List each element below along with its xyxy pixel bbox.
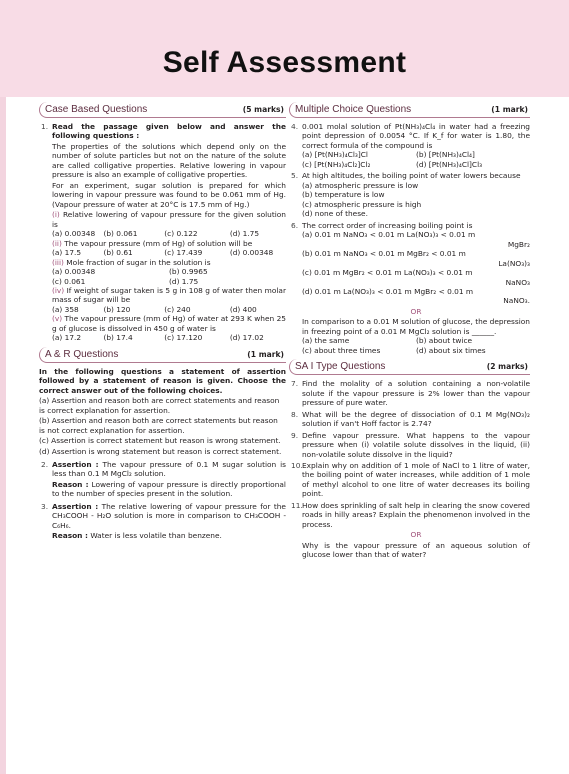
options-iv: (a) 358 (b) 120 (c) 240 (d) 400: [52, 304, 257, 314]
question-3: [39, 502, 286, 542]
reason-text: Water is less volatile than benzene.: [90, 531, 222, 541]
reason-label: Reason :: [52, 479, 89, 489]
question-11: 11. How does sprinkling of salt help in clearing the snow covered roads in hilly areas? Explain the phenomenon involved in the process. OR Why is the vapour pressure of an aqueous solution of glucose lower than that of water?: [291, 500, 530, 560]
options-v: (a) 17.2 (b) 17.4 (c) 17.120 (d) 17.02: [52, 333, 264, 343]
question-number: 2.: [41, 460, 49, 469]
subquestion-v: (v) The vapour pressure (mm of Hg) of water at 293 K when 25 g of glucose is dissolved in 450 g of water is: [52, 314, 286, 333]
question-10: 10. Explain why on addition of 1 mole of NaCl to 1 litre of water, the boiling point of water increases, while addition of 1 mole of methyl alcohol to one litre of water decreases its boiling point.: [291, 461, 530, 499]
options-i: (a) 0.00348 (b) 0.061 (c) 0.122 (d) 1.75: [52, 229, 260, 239]
question-text: The correct order of increasing boiling point is: [302, 220, 473, 230]
alt-question: Why is the vapour pressure of an aqueous solution of glucose lower than that of water?: [302, 540, 530, 560]
section-marks: (1 mark): [247, 349, 284, 359]
section-marks: (2 marks): [486, 362, 528, 372]
assertion-label: Assertion :: [52, 501, 99, 511]
alt-options: (a) the same (b) about twice (c) about three times (d) about six times: [302, 336, 486, 355]
or-divider: OR: [410, 530, 422, 540]
subquestion-ii: (ii) The vapour pressure (mm of Hg) of solution will be: [52, 238, 253, 248]
section-title: Case Based Questions: [45, 104, 148, 115]
question-text: 0.001 molal solution of Pt(NH₃)₄Cl₄ in water had a freezing point depression of 0.0054 °C. If K_f for water is 1.80, the correct formula of the compound is: [302, 122, 530, 150]
question-number: 5.: [291, 171, 299, 181]
options-iii: (a) 0.00348 (b) 0.9965 (c) 0.061 (d) 1.75: [52, 267, 208, 286]
ar-header: [39, 347, 286, 363]
section-marks: (5 marks): [242, 105, 284, 114]
passage: The properties of the solutions which depend only on the number of solute particles but not on the nature of the solute are called colligative properties. Relative lowering in vapour pressure is also an example of colligative properties.: [52, 141, 286, 180]
section-title: Multiple Choice Questions: [295, 104, 412, 115]
or-divider: OR: [410, 306, 422, 316]
reason-label: Reason :: [52, 531, 88, 541]
ar-choice-d: (d) Assertion is wrong statement but reason is correct statement.: [39, 446, 282, 456]
question-number: 6.: [291, 220, 299, 230]
section-title: SA I Type Questions: [295, 361, 386, 373]
left-column: [39, 102, 286, 544]
question-text: At high altitudes, the boiling point of water lowers because: [302, 171, 521, 181]
subquestion-i: (i) Relative lowering of vapour pressure for the given solution is: [52, 210, 286, 229]
question-7: 7. Find the molality of a solution containing a non-volatile solute if the vapour pressure is 2% lower than the vapour pressure of pure water.: [291, 379, 530, 408]
ar-choice-b: (b) Assertion and reason both are correct statements but reason is not correct explanation for assertion.: [39, 416, 278, 435]
options: (a) [Pt(NH₃)₄Cl₃]Cl (b) [Pt(NH₃)₄Cl₄] (c) [Pt(NH₃)₄Cl₂]Cl₂ (d) [Pt(NH₃)₄Cl]Cl₃: [302, 150, 483, 169]
reason-text: Lowering of vapour pressure is directly proportional to the number of species present in the solution.: [52, 479, 286, 499]
question-intro: Read the passage given below and answer the following questions :: [52, 122, 286, 141]
ar-choice-c: (c) Assertion is correct statement but reason is wrong statement.: [39, 436, 281, 446]
question-1: [39, 122, 286, 343]
alt-question: In comparison to a 0.01 M solution of glucose, the depression in freezing point of a 0.01 M MgCl₂ solution is ______.: [302, 317, 530, 336]
question-4: [289, 122, 530, 169]
question-number: 3.: [41, 501, 49, 511]
question-number: 1.: [41, 122, 49, 131]
question-9: 9. Define vapour pressure. What happens to the vapour pressure when (i) volatile solute dissolves in the liquid, (ii) non-volatile solute dissolve in the liquid?: [291, 430, 530, 459]
question-number: 4.: [291, 122, 299, 131]
assertion-label: Assertion :: [52, 460, 99, 469]
subquestion-iv: (iv) If weight of sugar taken is 5 g in 108 g of water then molar mass of sugar will be: [52, 285, 286, 305]
mcq-header: [289, 102, 530, 118]
section-title: A & R Questions: [45, 348, 119, 360]
assertion-text: The relative lowering of vapour pressure for the CH₃COOH - H₂O solution is more in comparison to CH₃COOH - C₆H₆.: [52, 501, 286, 530]
question-2: [39, 460, 286, 500]
page-title: Self Assessment: [162, 46, 407, 79]
question-5: 5. At high altitudes, the boiling point of water lowers because (a) atmospheric pressure is low (b) temperature is low (c) atmospheric pressure is high (d) none of these.: [289, 171, 530, 218]
sa1-header: [289, 359, 530, 375]
page-edge-stripe: [0, 97, 6, 774]
case-based-header: [39, 102, 286, 118]
ar-instruction: In the following questions a statement of assertion followed by a statement of reason is given. Choose the correct answer out of the following choices.: [39, 366, 286, 395]
right-column: [289, 102, 530, 562]
options-ii: (a) 17.5 (b) 0.61 (c) 17.439 (d) 0.00348: [52, 248, 274, 258]
question-8: 8. What will be the degree of dissociation of 0.1 M Mg(NO₃)₂ solution if van't Hoff factor is 2.74?: [291, 409, 530, 429]
assertion-text: The vapour pressure of 0.1 M sugar solution is less than 0.1 M MgCl₂ solution.: [52, 460, 286, 479]
question-6: 6. The correct order of increasing boiling point is (a) 0.01 m NaNO₃ < 0.01 m La(NO₃)₃ < 0.01 m MgBr₂ (b) 0.01 m NaNO₃ < 0.01 m MgBr₂ < 0.01 m La(NO₃)₃ (c) 0.01 m MgBr₂ < 0.01 m La(NO₃)₃ < 0.01 m NaNO₃ (d) 0.01 m La(NO₃)₃ < 0.01 m MgBr₂ < 0.01 m NaNO₃. OR In comparison to a 0.01 M solution of glucose, the depression in freezing point of a 0.01 M MgCl₂ solution is ______. (a) the same (b) about twice (c) about three times (d) about six times: [291, 220, 530, 355]
ar-choice-a: (a) Assertion and reason both are correct statements and reason is correct explanation for assertion.: [39, 396, 280, 415]
subquestion-iii: (iii) Mole fraction of sugar in the solution is: [52, 257, 211, 267]
experiment-text: For an experiment, sugar solution is prepared for which lowering in vapour pressure was found to be 0.061 mm of Hg. (Vapour pressure of water at 20°C is 17.5 mm of Hg.): [52, 180, 286, 209]
section-marks: (1 mark): [491, 105, 528, 114]
